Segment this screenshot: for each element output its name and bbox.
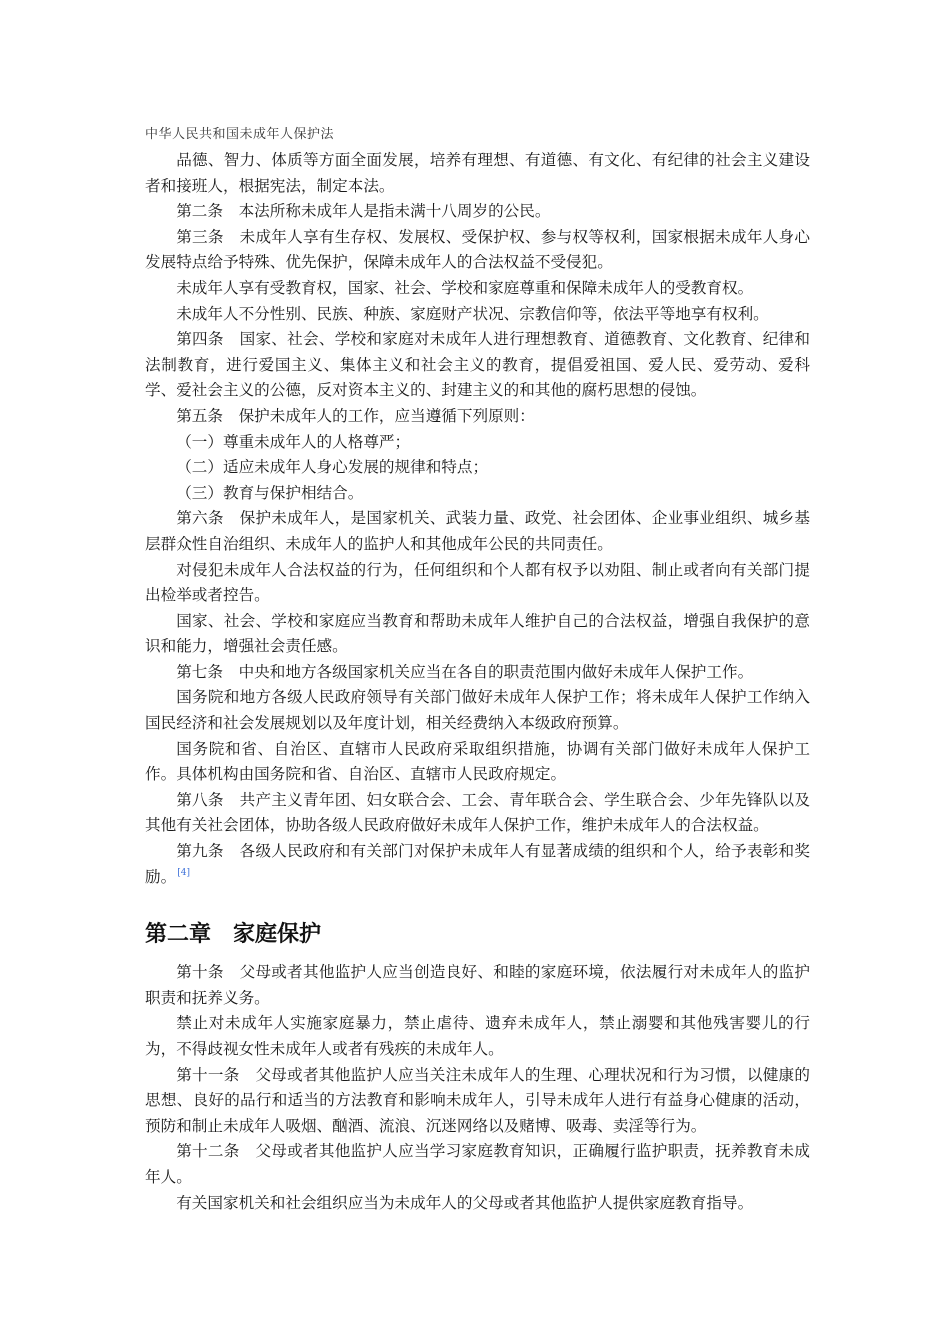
paragraph-preamble-continuation: 品德、智力、体质等方面全面发展，培养有理想、有道德、有文化、有纪律的社会主义建设者和接班人，根据宪法，制定本法。 (145, 151, 810, 195)
reference-link[interactable]: [4] (177, 868, 190, 879)
article-12: 第十二条 父母或者其他监护人应当学习家庭教育知识，正确履行监护职责，抚养教育未成年人。 (145, 1142, 810, 1186)
article-3-paragraph-2: 未成年人享有受教育权，国家、社会、学校和家庭尊重和保障未成年人的受教育权。 (176, 278, 754, 297)
article-9-text: 第九条 各级人民政府和有关部门对保护未成年人有显著成绩的组织和个人，给予表彰和奖励。 (145, 842, 810, 886)
chapter-heading: 第二章 家庭保护 (145, 922, 322, 948)
article-10: 第十条 父母或者其他监护人应当创造良好、和睦的家庭环境，依法履行对未成年人的监护职责和抚养义务。 (145, 963, 810, 1007)
section-articles (145, 148, 810, 890)
article-3: 第三条 未成年人享有生存权、发展权、受保护权、参与权等权利，国家根据未成年人身心发展特点给予特殊、优先保护，保障未成年人的合法权益不受侵犯。 (145, 227, 810, 272)
article-5-item-1: （一）尊重未成年人的人格尊严； (176, 432, 411, 451)
article-5-item-3: （三）教育与保护相结合。 (176, 483, 364, 502)
article-4: 第四条 国家、社会、学校和家庭对未成年人进行理想教育、道德教育、文化教育、纪律和法制教育，进行爱国主义、集体主义和社会主义的教育，提倡爱祖国、爱人民、爱劳动、爱科学、爱社会主义的公德，反对资本主义的、封建主义的和其他的腐朽思想的侵蚀。 (145, 330, 810, 400)
article-6-paragraph-2: 对侵犯未成年人合法权益的行为，任何组织和个人都有权予以劝阻、制止或者向有关部门提出检举或者控告。 (145, 560, 810, 605)
article-3-paragraph-3: 未成年人不分性别、民族、种族、家庭财产状况、宗教信仰等，依法平等地享有权利。 (176, 304, 769, 323)
article-7: 第七条 中央和地方各级国家机关应当在各自的职责范围内做好未成年人保护工作。 (176, 662, 754, 681)
document-page (145, 120, 810, 1216)
article-10-paragraph-2: 禁止对未成年人实施家庭暴力，禁止虐待、遗弃未成年人，禁止溺婴和其他残害婴儿的行为，不得歧视女性未成年人或者有残疾的未成年人。 (145, 1014, 810, 1058)
article-8: 第八条 共产主义青年团、妇女联合会、工会、青年联合会、学生联合会、少年先锋队以及其他有关社会团体，协助各级人民政府做好未成年人保护工作，维护未成年人的合法权益。 (145, 790, 810, 835)
running-header: 中华人民共和国未成年人保护法 (145, 127, 335, 142)
article-5: 第五条 保护未成年人的工作，应当遵循下列原则： (176, 406, 535, 425)
article-7-paragraph-3: 国务院和省、自治区、直辖市人民政府采取组织措施，协调有关部门做好未成年人保护工作。具体机构由国务院和省、自治区、直辖市人民政府规定。 (145, 739, 810, 784)
article-11: 第十一条 父母或者其他监护人应当关注未成年人的生理、心理状况和行为习惯，以健康的思想、良好的品行和适当的方法教育和影响未成年人，引导未成年人进行有益身心健康的活动，预防和制止未成年人吸烟、酗酒、流浪、沉迷网络以及赌博、吸毒、卖淫等行为。 (145, 1065, 810, 1135)
article-6: 第六条 保护未成年人，是国家机关、武装力量、政党、社会团体、企业事业组织、城乡基层群众性自治组织、未成年人的监护人和其他成年公民的共同责任。 (145, 509, 810, 553)
article-6-paragraph-3: 国家、社会、学校和家庭应当教育和帮助未成年人维护自己的合法权益，增强自我保护的意识和能力，增强社会责任感。 (145, 611, 810, 656)
article-2: 第二条 本法所称未成年人是指未满十八周岁的公民。 (176, 202, 551, 221)
article-5-item-2: （二）适应未成年人身心发展的规律和特点； (176, 458, 489, 477)
article-9 (145, 839, 810, 890)
article-12-paragraph-2: 有关国家机关和社会组织应当为未成年人的父母或者其他监护人提供家庭教育指导。 (176, 1193, 754, 1212)
chapter-2-articles (145, 960, 810, 1216)
article-7-paragraph-2: 国务院和地方各级人民政府领导有关部门做好未成年人保护工作；将未成年人保护工作纳入国民经济和社会发展规划以及年度计划，相关经费纳入本级政府预算。 (145, 688, 810, 733)
